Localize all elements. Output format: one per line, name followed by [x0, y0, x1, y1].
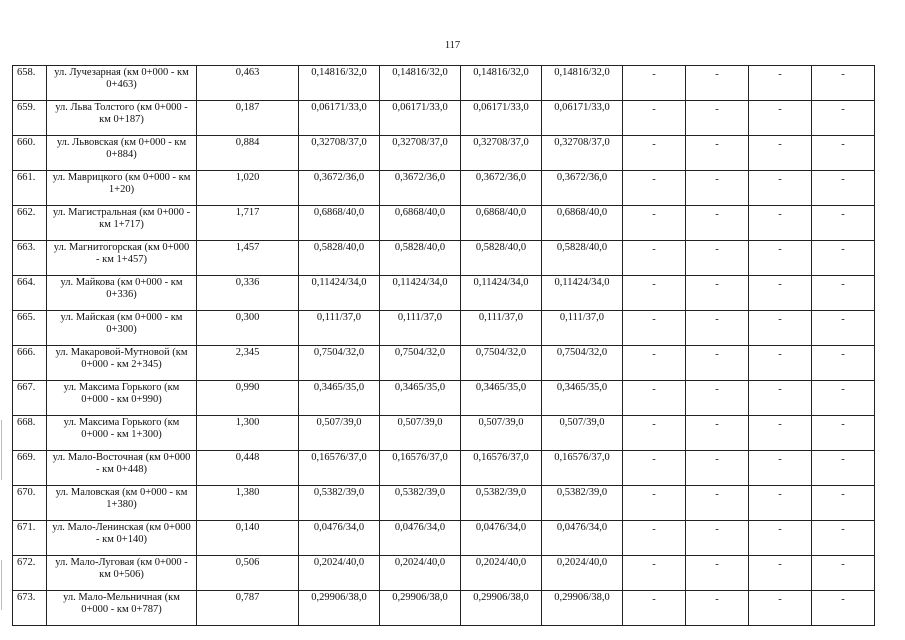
row-number: 663.: [13, 241, 47, 276]
value-cell: 0,16576/37,0: [461, 451, 542, 486]
value-cell: 0,11424/34,0: [542, 276, 623, 311]
dash-cell: -: [812, 66, 875, 101]
street-name: ул. Маврицкого (км 0+000 - км 1+20): [47, 171, 197, 206]
road-length: 0,463: [197, 66, 299, 101]
row-number: 665.: [13, 311, 47, 346]
dash-cell: -: [749, 346, 812, 381]
street-name: ул. Мало-Восточная (км 0+000 - км 0+448): [47, 451, 197, 486]
dash-cell: -: [686, 241, 749, 276]
row-number: 666.: [13, 346, 47, 381]
dash-cell: -: [623, 556, 686, 591]
road-registry-table: [12, 65, 875, 626]
value-cell: 0,2024/40,0: [299, 556, 380, 591]
value-cell: 0,32708/37,0: [461, 136, 542, 171]
table-row: [13, 241, 875, 276]
table-row: [13, 276, 875, 311]
table-row: [13, 521, 875, 556]
dash-cell: -: [749, 381, 812, 416]
road-length: 1,300: [197, 416, 299, 451]
value-cell: 0,507/39,0: [461, 416, 542, 451]
street-name: ул. Макаровой-Мутновой (км 0+000 - км 2+345): [47, 346, 197, 381]
street-name: ул. Львовская (км 0+000 - км 0+884): [47, 136, 197, 171]
value-cell: 0,2024/40,0: [542, 556, 623, 591]
value-cell: 0,3672/36,0: [299, 171, 380, 206]
margin-mark: [1, 560, 2, 610]
dash-cell: -: [812, 451, 875, 486]
road-length: 1,717: [197, 206, 299, 241]
value-cell: 0,6868/40,0: [461, 206, 542, 241]
dash-cell: -: [623, 136, 686, 171]
dash-cell: -: [623, 171, 686, 206]
row-number: 672.: [13, 556, 47, 591]
dash-cell: -: [686, 346, 749, 381]
row-number: 664.: [13, 276, 47, 311]
dash-cell: -: [749, 136, 812, 171]
street-name: ул. Лучезарная (км 0+000 - км 0+463): [47, 66, 197, 101]
dash-cell: -: [749, 451, 812, 486]
table-row: [13, 206, 875, 241]
road-length: 0,187: [197, 101, 299, 136]
dash-cell: -: [749, 276, 812, 311]
dash-cell: -: [749, 311, 812, 346]
value-cell: 0,16576/37,0: [299, 451, 380, 486]
row-number: 671.: [13, 521, 47, 556]
value-cell: 0,06171/33,0: [542, 101, 623, 136]
dash-cell: -: [812, 591, 875, 626]
value-cell: 0,507/39,0: [380, 416, 461, 451]
road-length: 0,787: [197, 591, 299, 626]
value-cell: 0,14816/32,0: [380, 66, 461, 101]
value-cell: 0,29906/38,0: [299, 591, 380, 626]
dash-cell: -: [749, 416, 812, 451]
table-body: [13, 66, 875, 626]
road-length: 0,300: [197, 311, 299, 346]
page-number: 117: [444, 40, 461, 51]
value-cell: 0,32708/37,0: [380, 136, 461, 171]
value-cell: 0,5382/39,0: [461, 486, 542, 521]
value-cell: 0,29906/38,0: [542, 591, 623, 626]
value-cell: 0,6868/40,0: [380, 206, 461, 241]
street-name: ул. Мало-Мельничная (км 0+000 - км 0+787): [47, 591, 197, 626]
dash-cell: -: [623, 311, 686, 346]
road-length: 2,345: [197, 346, 299, 381]
value-cell: 0,507/39,0: [299, 416, 380, 451]
dash-cell: -: [686, 486, 749, 521]
value-cell: 0,5828/40,0: [380, 241, 461, 276]
dash-cell: -: [623, 381, 686, 416]
value-cell: 0,3672/36,0: [542, 171, 623, 206]
road-length: 1,457: [197, 241, 299, 276]
dash-cell: -: [623, 416, 686, 451]
value-cell: 0,11424/34,0: [380, 276, 461, 311]
dash-cell: -: [686, 521, 749, 556]
dash-cell: -: [749, 101, 812, 136]
row-number: 661.: [13, 171, 47, 206]
road-length: 0,884: [197, 136, 299, 171]
row-number: 667.: [13, 381, 47, 416]
table-row: [13, 311, 875, 346]
value-cell: 0,111/37,0: [461, 311, 542, 346]
table-row: [13, 416, 875, 451]
value-cell: 0,14816/32,0: [542, 66, 623, 101]
dash-cell: -: [686, 171, 749, 206]
value-cell: 0,3465/35,0: [461, 381, 542, 416]
value-cell: 0,7504/32,0: [380, 346, 461, 381]
dash-cell: -: [812, 381, 875, 416]
value-cell: 0,06171/33,0: [461, 101, 542, 136]
value-cell: 0,06171/33,0: [299, 101, 380, 136]
row-number: 668.: [13, 416, 47, 451]
dash-cell: -: [623, 276, 686, 311]
dash-cell: -: [686, 206, 749, 241]
value-cell: 0,3465/35,0: [542, 381, 623, 416]
street-name: ул. Маловская (км 0+000 - км 1+380): [47, 486, 197, 521]
row-number: 660.: [13, 136, 47, 171]
value-cell: 0,11424/34,0: [461, 276, 542, 311]
value-cell: 0,5828/40,0: [542, 241, 623, 276]
value-cell: 0,16576/37,0: [380, 451, 461, 486]
value-cell: 0,0476/34,0: [461, 521, 542, 556]
dash-cell: -: [749, 556, 812, 591]
table-row: [13, 591, 875, 626]
value-cell: 0,16576/37,0: [542, 451, 623, 486]
row-number: 659.: [13, 101, 47, 136]
value-cell: 0,5828/40,0: [461, 241, 542, 276]
dash-cell: -: [812, 311, 875, 346]
street-name: ул. Мало-Ленинская (км 0+000 - км 0+140): [47, 521, 197, 556]
dash-cell: -: [812, 171, 875, 206]
table-row: [13, 381, 875, 416]
value-cell: 0,32708/37,0: [542, 136, 623, 171]
row-number: 673.: [13, 591, 47, 626]
value-cell: 0,14816/32,0: [299, 66, 380, 101]
dash-cell: -: [812, 556, 875, 591]
dash-cell: -: [812, 136, 875, 171]
value-cell: 0,2024/40,0: [380, 556, 461, 591]
dash-cell: -: [686, 556, 749, 591]
street-name: ул. Максима Горького (км 0+000 - км 1+300): [47, 416, 197, 451]
row-number: 670.: [13, 486, 47, 521]
road-length: 0,506: [197, 556, 299, 591]
table-row: [13, 346, 875, 381]
dash-cell: -: [623, 451, 686, 486]
value-cell: 0,7504/32,0: [542, 346, 623, 381]
road-length: 0,448: [197, 451, 299, 486]
street-name: ул. Мало-Луговая (км 0+000 - км 0+506): [47, 556, 197, 591]
row-number: 669.: [13, 451, 47, 486]
value-cell: 0,14816/32,0: [461, 66, 542, 101]
margin-mark: [1, 420, 2, 480]
dash-cell: -: [686, 591, 749, 626]
road-length: 1,020: [197, 171, 299, 206]
value-cell: 0,507/39,0: [542, 416, 623, 451]
dash-cell: -: [623, 241, 686, 276]
dash-cell: -: [812, 486, 875, 521]
value-cell: 0,5382/39,0: [380, 486, 461, 521]
dash-cell: -: [812, 206, 875, 241]
street-name: ул. Майкова (км 0+000 - км 0+336): [47, 276, 197, 311]
dash-cell: -: [812, 346, 875, 381]
table-row: [13, 486, 875, 521]
value-cell: 0,2024/40,0: [461, 556, 542, 591]
value-cell: 0,111/37,0: [380, 311, 461, 346]
dash-cell: -: [686, 136, 749, 171]
value-cell: 0,06171/33,0: [380, 101, 461, 136]
table-row: [13, 66, 875, 101]
value-cell: 0,7504/32,0: [299, 346, 380, 381]
dash-cell: -: [686, 66, 749, 101]
road-length: 1,380: [197, 486, 299, 521]
street-name: ул. Максима Горького (км 0+000 - км 0+990): [47, 381, 197, 416]
dash-cell: -: [686, 311, 749, 346]
table-row: [13, 136, 875, 171]
dash-cell: -: [749, 486, 812, 521]
value-cell: 0,5382/39,0: [542, 486, 623, 521]
value-cell: 0,3672/36,0: [461, 171, 542, 206]
street-name: ул. Майская (км 0+000 - км 0+300): [47, 311, 197, 346]
value-cell: 0,5828/40,0: [299, 241, 380, 276]
dash-cell: -: [623, 101, 686, 136]
street-name: ул. Льва Толстого (км 0+000 - км 0+187): [47, 101, 197, 136]
dash-cell: -: [686, 276, 749, 311]
value-cell: 0,111/37,0: [299, 311, 380, 346]
value-cell: 0,0476/34,0: [299, 521, 380, 556]
value-cell: 0,7504/32,0: [461, 346, 542, 381]
dash-cell: -: [749, 241, 812, 276]
street-name: ул. Магнитогорская (км 0+000 - км 1+457): [47, 241, 197, 276]
value-cell: 0,3672/36,0: [380, 171, 461, 206]
value-cell: 0,29906/38,0: [461, 591, 542, 626]
row-number: 658.: [13, 66, 47, 101]
road-length: 0,990: [197, 381, 299, 416]
table-row: [13, 556, 875, 591]
dash-cell: -: [623, 521, 686, 556]
road-length: 0,336: [197, 276, 299, 311]
dash-cell: -: [812, 276, 875, 311]
value-cell: 0,111/37,0: [542, 311, 623, 346]
value-cell: 0,29906/38,0: [380, 591, 461, 626]
dash-cell: -: [623, 591, 686, 626]
value-cell: 0,11424/34,0: [299, 276, 380, 311]
value-cell: 0,6868/40,0: [542, 206, 623, 241]
value-cell: 0,5382/39,0: [299, 486, 380, 521]
row-number: 662.: [13, 206, 47, 241]
dash-cell: -: [812, 241, 875, 276]
dash-cell: -: [749, 206, 812, 241]
dash-cell: -: [686, 416, 749, 451]
dash-cell: -: [812, 101, 875, 136]
dash-cell: -: [749, 591, 812, 626]
dash-cell: -: [686, 451, 749, 486]
value-cell: 0,0476/34,0: [542, 521, 623, 556]
value-cell: 0,3465/35,0: [299, 381, 380, 416]
value-cell: 0,0476/34,0: [380, 521, 461, 556]
dash-cell: -: [749, 521, 812, 556]
table-row: [13, 171, 875, 206]
dash-cell: -: [686, 381, 749, 416]
dash-cell: -: [812, 416, 875, 451]
dash-cell: -: [623, 66, 686, 101]
value-cell: 0,6868/40,0: [299, 206, 380, 241]
road-length: 0,140: [197, 521, 299, 556]
dash-cell: -: [749, 66, 812, 101]
dash-cell: -: [812, 521, 875, 556]
value-cell: 0,3465/35,0: [380, 381, 461, 416]
table-row: [13, 101, 875, 136]
street-name: ул. Магистральная (км 0+000 - км 1+717): [47, 206, 197, 241]
dash-cell: -: [623, 206, 686, 241]
dash-cell: -: [686, 101, 749, 136]
value-cell: 0,32708/37,0: [299, 136, 380, 171]
table-row: [13, 451, 875, 486]
dash-cell: -: [623, 346, 686, 381]
dash-cell: -: [749, 171, 812, 206]
dash-cell: -: [623, 486, 686, 521]
